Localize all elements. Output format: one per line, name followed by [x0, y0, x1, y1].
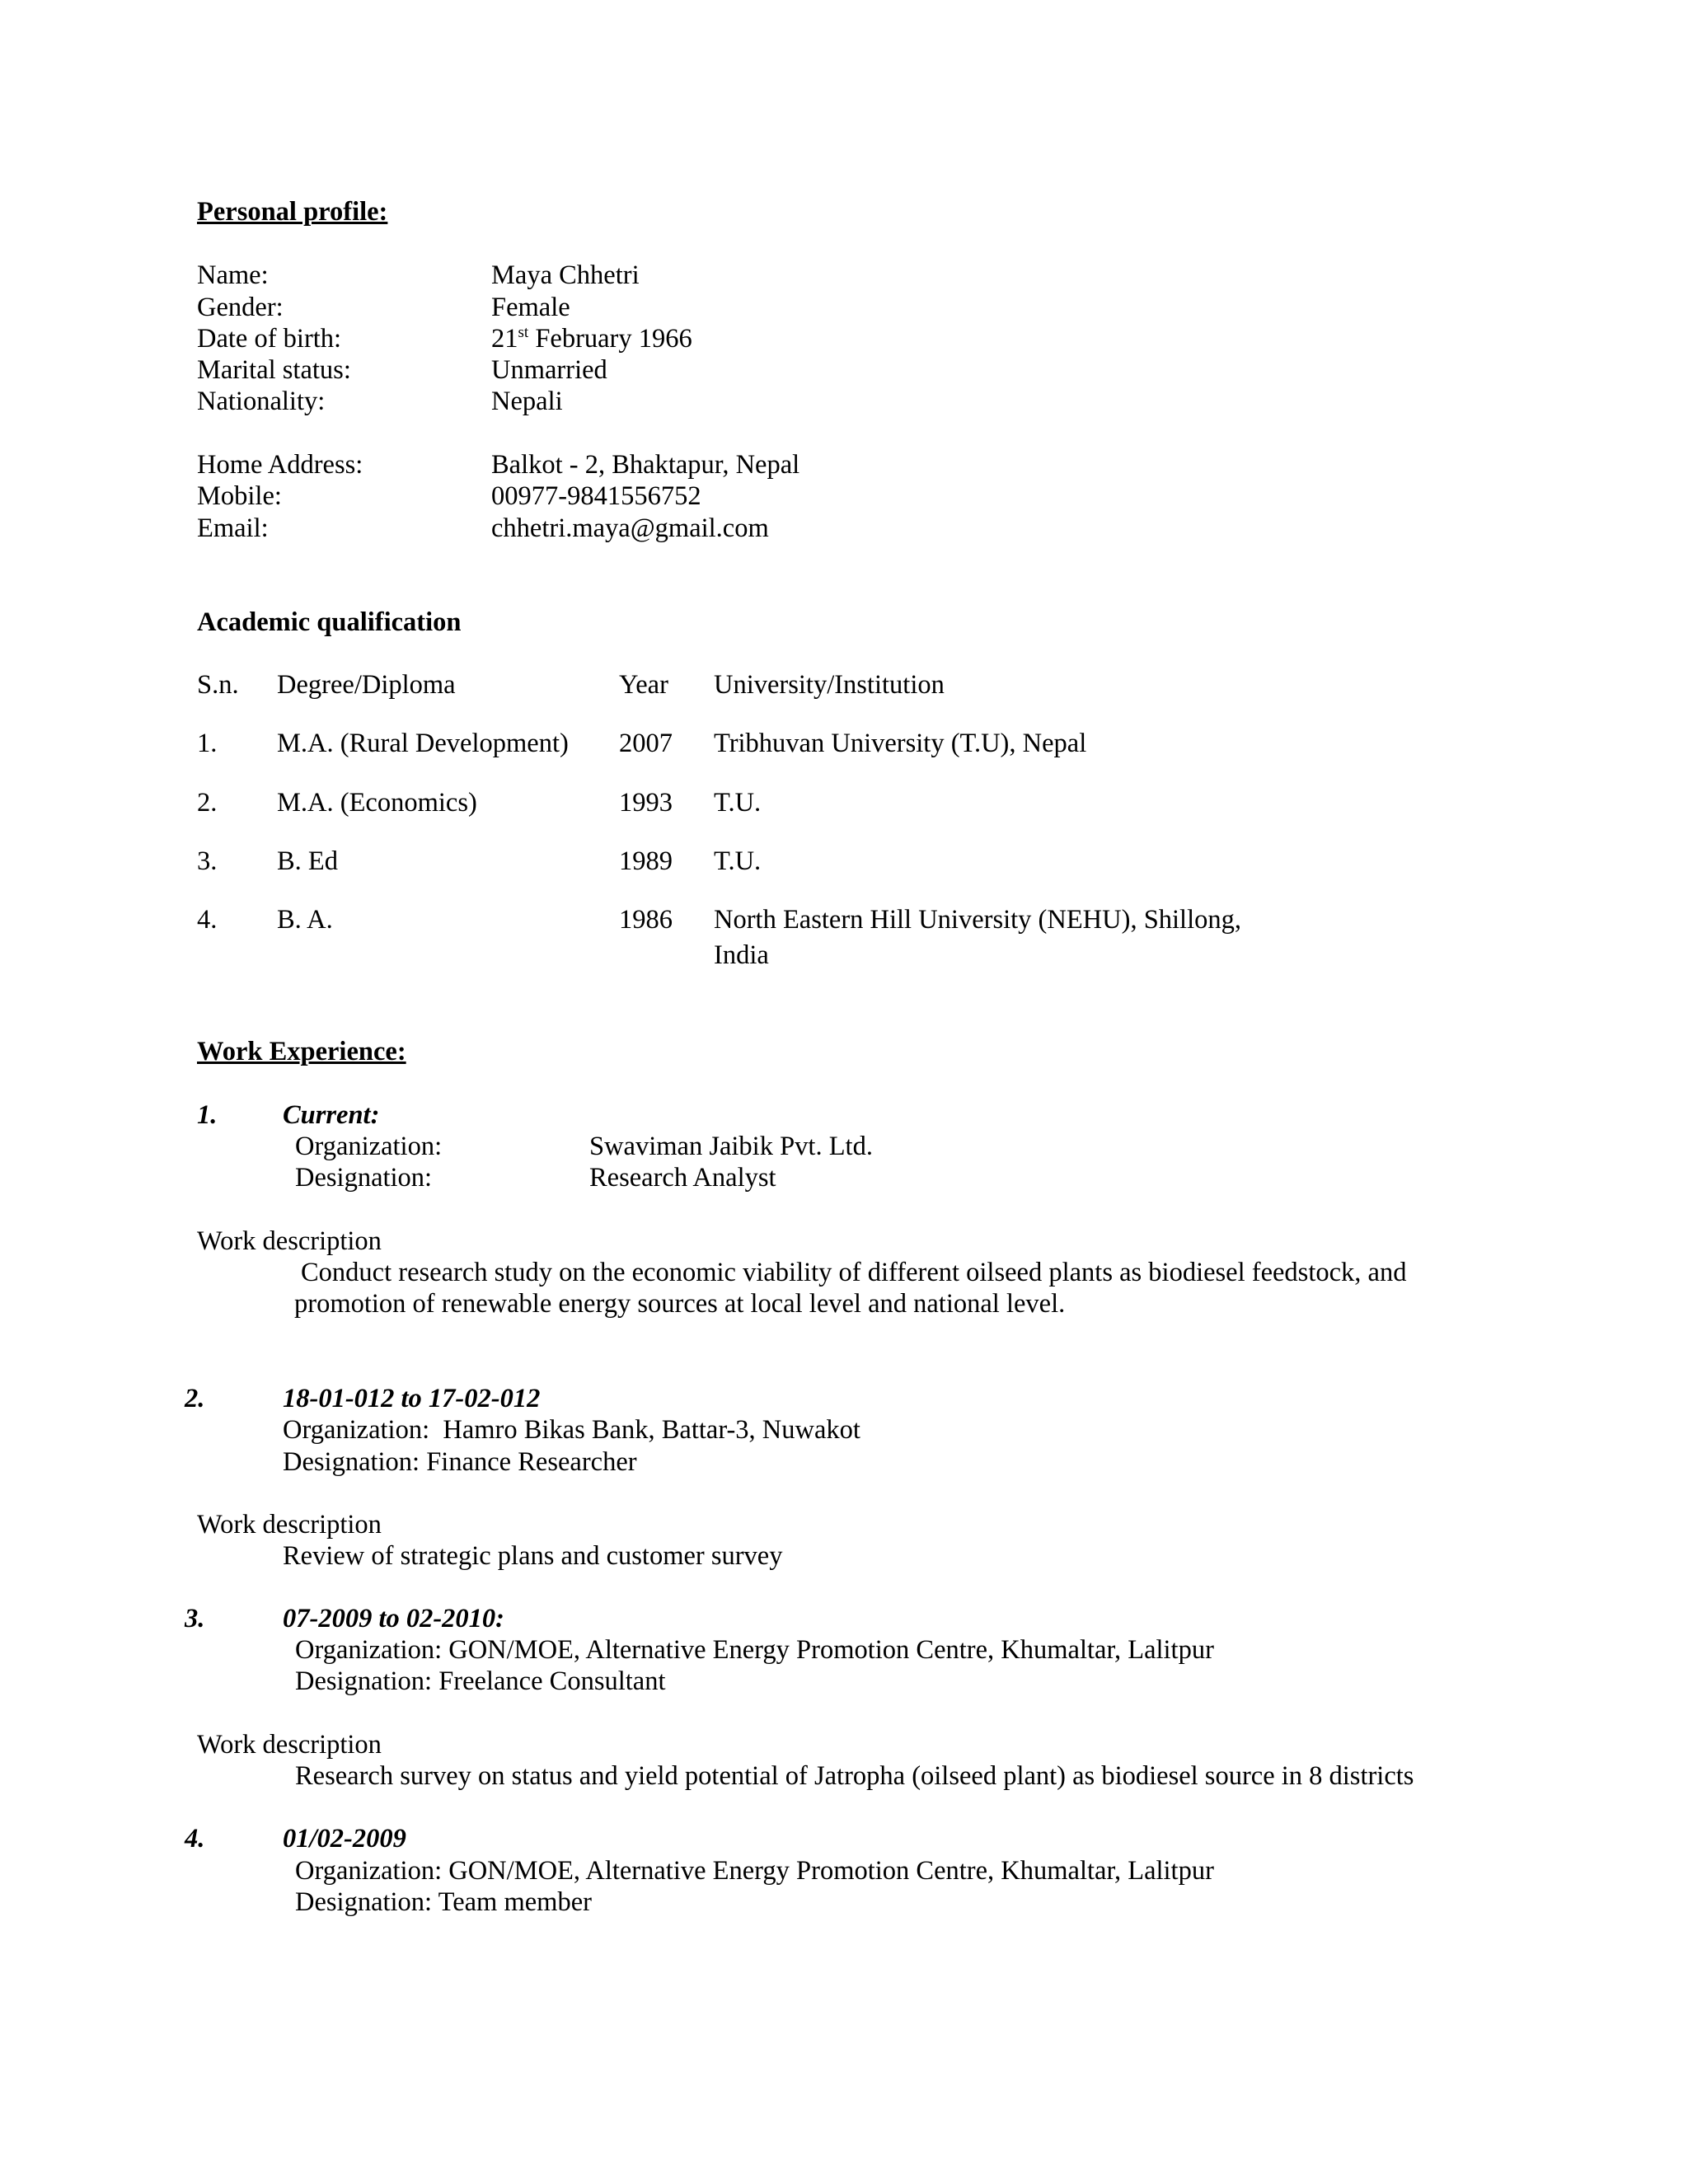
academic-row-3-university: T.U. — [714, 846, 762, 876]
job-1-description-line-1: Conduct research study on the economic viability of different oilseed plants as biodiesel feedstock, and — [301, 1258, 1407, 1287]
col-header-university: University/Institution — [714, 670, 945, 700]
mobile-value: 00977-9841556752 — [491, 481, 701, 511]
job-2-designation: Designation: Finance Researcher — [283, 1447, 637, 1477]
job-2-work-description-label: Work description — [197, 1510, 382, 1540]
dob-suffix: st — [518, 324, 529, 342]
academic-row-1-university: Tribhuvan University (T.U), Nepal — [714, 729, 1087, 758]
academic-row-2-year: 1993 — [619, 788, 673, 818]
personal-profile-heading: Personal profile: — [197, 197, 388, 227]
academic-row-4-university-line2: India — [714, 940, 769, 970]
academic-row-3-degree: B. Ed — [277, 846, 339, 876]
work-experience-heading: Work Experience: — [197, 1037, 406, 1066]
col-header-year: Year — [619, 670, 668, 700]
academic-row-4-sn: 4. — [197, 905, 218, 935]
job-1-number: 1. — [197, 1100, 218, 1130]
job-3-period: 07-2009 to 02-2010: — [283, 1604, 504, 1633]
dob-label: Date of birth: — [197, 324, 342, 354]
job-4-organization: Organization: GON/MOE, Alternative Energy Promotion Centre, Khumaltar, Lalitpur — [295, 1856, 1214, 1886]
dob-value — [491, 323, 692, 355]
email-value: chhetri.maya@gmail.com — [491, 513, 769, 543]
dob-day: 21 — [491, 324, 518, 354]
academic-row-2-university: T.U. — [714, 788, 762, 818]
home-address-value: Balkot - 2, Bhaktapur, Nepal — [491, 450, 800, 480]
academic-row-1-degree: M.A. (Rural Development) — [277, 729, 569, 758]
job-1-period: Current: — [283, 1100, 380, 1130]
gender-value: Female — [491, 293, 570, 322]
job-2-period: 18-01-012 to 17-02-012 — [283, 1384, 541, 1413]
job-1-designation-label: Designation: — [295, 1163, 433, 1193]
job-2-description-line-1: Review of strategic plans and customer survey — [283, 1541, 783, 1571]
academic-row-4-degree: B. A. — [277, 905, 333, 935]
nationality-label: Nationality: — [197, 387, 326, 416]
academic-row-2-degree: M.A. (Economics) — [277, 788, 477, 818]
job-3-designation: Designation: Freelance Consultant — [295, 1666, 666, 1696]
job-4-number: 4. — [185, 1824, 205, 1854]
job-3-description-line-1: Research survey on status and yield potential of Jatropha (oilseed plant) as biodiesel source in 8 districts — [295, 1761, 1414, 1791]
job-1-organization-label: Organization: — [295, 1132, 443, 1161]
name-value: Maya Chhetri — [491, 260, 640, 290]
academic-row-2-sn: 2. — [197, 788, 218, 818]
col-header-sn: S.n. — [197, 670, 239, 700]
job-2-number: 2. — [185, 1384, 205, 1413]
job-4-designation: Designation: Team member — [295, 1887, 592, 1917]
job-1-organization-value: Swaviman Jaibik Pvt. Ltd. — [589, 1132, 873, 1161]
job-4-period: 01/02-2009 — [283, 1824, 406, 1854]
job-1-description-line-2: promotion of renewable energy sources at local level and national level. — [294, 1289, 1066, 1319]
academic-heading: Academic qualification — [197, 607, 462, 637]
academic-row-3-sn: 3. — [197, 846, 218, 876]
nationality-value: Nepali — [491, 387, 563, 416]
academic-row-4-year: 1986 — [619, 905, 673, 935]
job-1-work-description-label: Work description — [197, 1226, 382, 1256]
job-3-number: 3. — [185, 1604, 205, 1633]
job-2-organization: Organization: Hamro Bikas Bank, Battar-3, Nuwakot — [283, 1415, 860, 1445]
academic-row-1-sn: 1. — [197, 729, 218, 758]
job-1-designation-value: Research Analyst — [589, 1163, 776, 1193]
col-header-degree: Degree/Diploma — [277, 670, 456, 700]
email-label: Email: — [197, 513, 269, 543]
academic-row-1-year: 2007 — [619, 729, 673, 758]
marital-status-value: Unmarried — [491, 355, 607, 385]
home-address-label: Home Address: — [197, 450, 363, 480]
dob-rest: February 1966 — [528, 324, 692, 354]
academic-row-4-university: North Eastern Hill University (NEHU), Shillong, — [714, 905, 1241, 935]
marital-status-label: Marital status: — [197, 355, 351, 385]
job-3-organization: Organization: GON/MOE, Alternative Energy Promotion Centre, Khumaltar, Lalitpur — [295, 1635, 1214, 1665]
name-label: Name: — [197, 260, 269, 290]
academic-row-3-year: 1989 — [619, 846, 673, 876]
gender-label: Gender: — [197, 293, 284, 322]
mobile-label: Mobile: — [197, 481, 282, 511]
job-3-work-description-label: Work description — [197, 1730, 382, 1760]
